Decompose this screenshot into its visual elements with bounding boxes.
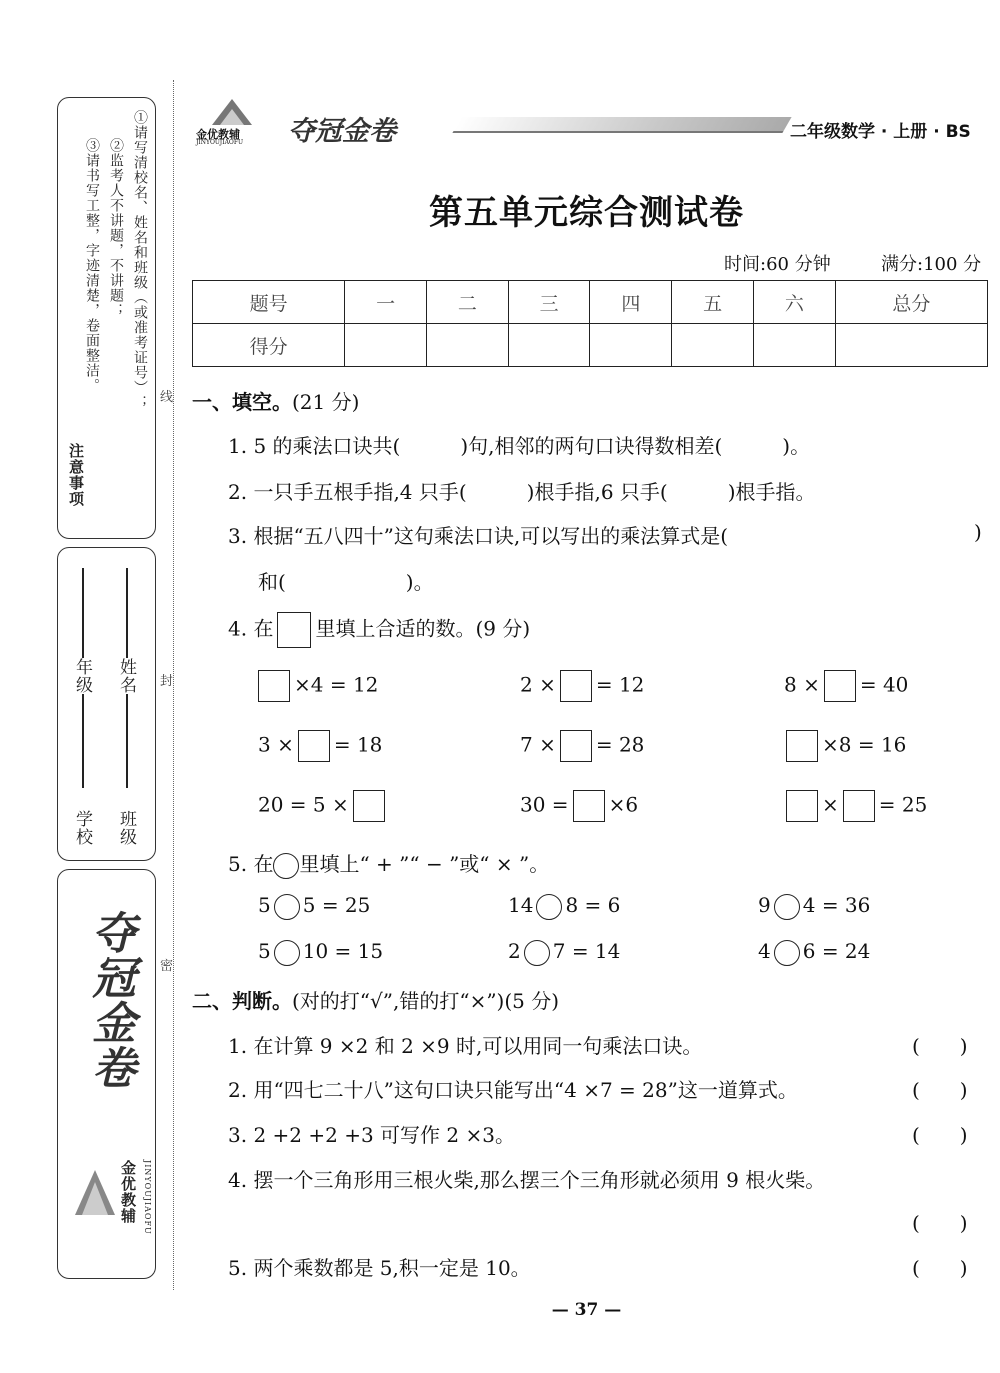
operator-circle[interactable] <box>536 894 562 920</box>
cut-mark-line: 线 <box>160 386 173 405</box>
s1-q4-post: 里填上合适的数。(9 分) <box>315 616 531 641</box>
judge-paren-3[interactable]: ( ) <box>912 1123 968 1147</box>
q4-c1-text: 20 = 5 × <box>258 792 349 817</box>
q4-c3 <box>786 790 927 822</box>
s1-q3-close: ) <box>974 520 982 544</box>
header-subject: 二年级数学 · 上册 · BS <box>790 122 971 142</box>
s1-q5 <box>228 848 549 879</box>
operator-circle[interactable] <box>774 894 800 920</box>
field-class: 班级 <box>116 810 136 846</box>
q5-a1-right: 5 = 25 <box>302 893 371 917</box>
score-cell-2: 二 <box>427 281 509 324</box>
q4-b2-pre: 7 × <box>520 732 556 757</box>
q5-b1 <box>258 939 383 966</box>
q4-a3-pre: 8 × <box>784 672 820 697</box>
section1-title: 一、填空。 <box>192 390 292 414</box>
q4-b2 <box>520 730 644 762</box>
judge-paren-1[interactable]: ( ) <box>912 1034 968 1058</box>
page-title: 第五单元综合测试卷 <box>429 193 744 233</box>
q4-c3-post: = 25 <box>878 792 928 817</box>
s2-item-4: 4. 摆一个三角形用三根火柴,那么摆三个三角形就必须用 9 根火柴。 <box>228 1168 826 1192</box>
s1-q3-b: 和( )。 <box>258 570 434 594</box>
score-row-label: 得分 <box>193 324 345 367</box>
answer-box[interactable] <box>560 670 592 702</box>
s2-item-1: 1. 在计算 9 ×2 和 2 ×9 时,可以用同一句乘法口诀。 <box>228 1034 703 1058</box>
q5-b3-left: 4 <box>758 939 771 963</box>
section1-heading <box>192 386 359 415</box>
exam-time: 时间:60 分钟 <box>724 254 831 275</box>
q4-b3-text: ×8 = 16 <box>822 732 907 757</box>
q4-a2 <box>520 670 644 702</box>
s2-item-2: 2. 用“四七二十八”这句口诀只能写出“4 ×7 = 28”这一道算式。 <box>228 1078 798 1102</box>
q4-a1 <box>258 670 378 702</box>
q5-a2 <box>508 893 620 920</box>
q4-b2-post: = 28 <box>595 732 645 757</box>
q4-a3-post: = 40 <box>859 672 909 697</box>
judge-paren-5[interactable]: ( ) <box>912 1256 968 1280</box>
operator-circle[interactable] <box>524 940 550 966</box>
student-info-box <box>57 547 156 861</box>
field-school: 学校 <box>72 810 92 846</box>
judge-paren-2[interactable]: ( ) <box>912 1078 968 1102</box>
score-table-score-row <box>193 324 988 367</box>
score-table <box>192 280 988 367</box>
s1-q5-pre: 5. 在 <box>228 852 274 876</box>
q5-b2-right: 7 = 14 <box>552 939 621 963</box>
score-cell-6: 六 <box>753 281 835 324</box>
header-brand: 夺冠金卷 <box>288 116 396 147</box>
field-name: 姓名 <box>116 658 136 694</box>
notes-line-2: ②监考人不讲题，不讲题； <box>108 138 124 318</box>
s1-q4-pre: 4. 在 <box>228 616 274 641</box>
operator-circle[interactable] <box>274 940 300 966</box>
q4-b1 <box>258 730 382 762</box>
s1-q2: 2. 一只手五根手指,4 只手( )根手指,6 只手( )根手指。 <box>228 480 816 504</box>
notes-label: 注意事项 <box>67 443 85 507</box>
score-cell-1: 一 <box>345 281 427 324</box>
answer-box[interactable] <box>560 730 592 762</box>
q5-a2-right: 8 = 6 <box>565 893 621 917</box>
q5-b1-right: 10 = 15 <box>302 939 384 963</box>
cut-mark-seal: 封 <box>160 670 173 689</box>
q4-c2-post: ×6 <box>608 792 639 817</box>
s1-q3-a: 3. 根据“五八四十”这句乘法口诀,可以写出的乘法算式是( <box>228 524 729 548</box>
q5-a2-left: 14 <box>508 893 534 917</box>
score-input-4[interactable] <box>590 324 672 367</box>
q5-b3 <box>758 939 870 966</box>
answer-box[interactable] <box>843 790 875 822</box>
score-cell-3: 三 <box>508 281 590 324</box>
q4-a3 <box>784 670 908 702</box>
score-input-3[interactable] <box>508 324 590 367</box>
operator-circle[interactable] <box>774 940 800 966</box>
s1-q1: 1. 5 的乘法口诀共( )句,相邻的两句口诀得数相差( )。 <box>228 434 811 458</box>
q4-b1-post: = 18 <box>333 732 383 757</box>
section2-heading <box>192 985 559 1014</box>
score-cell-label: 题号 <box>193 281 345 324</box>
cut-mark-secret: 密 <box>160 955 173 974</box>
answer-box[interactable] <box>786 790 818 822</box>
score-input-total[interactable] <box>835 324 987 367</box>
q5-a1 <box>258 893 370 920</box>
score-table-header-row <box>193 281 988 324</box>
notes-line-3: ③请书写工整，字迹清楚，卷面整洁。 <box>84 138 100 393</box>
score-cell-total: 总分 <box>835 281 987 324</box>
header-logo-cn: 金优教辅 <box>196 128 240 141</box>
book-logo-icon <box>210 97 254 127</box>
q5-a3-left: 9 <box>758 893 771 917</box>
score-cell-4: 四 <box>590 281 672 324</box>
answer-box[interactable] <box>573 790 605 822</box>
sidebar-book-logo-icon <box>70 1160 120 1220</box>
judge-paren-4[interactable]: ( ) <box>912 1211 968 1235</box>
cut-line <box>173 80 174 1290</box>
s2-item-3: 3. 2 +2 +2 +3 可写作 2 ×3。 <box>228 1123 515 1147</box>
field-grade: 年级 <box>72 658 92 694</box>
section2-title: 二、判断。 <box>192 989 292 1013</box>
score-input-6[interactable] <box>753 324 835 367</box>
full-score: 满分:100 分 <box>881 254 982 275</box>
brand-box <box>57 869 156 1279</box>
sidebar-logo-cn: 金优教辅 <box>119 1160 137 1224</box>
section2-instruction: (对的打“√”,错的打“×”)(5 分) <box>292 989 560 1013</box>
q5-a1-left: 5 <box>258 893 271 917</box>
answer-box-sample <box>277 612 311 648</box>
circle-sample <box>273 853 299 879</box>
answer-box[interactable] <box>353 790 385 822</box>
answer-box[interactable] <box>258 670 290 702</box>
page-number: — 37 — <box>551 1300 622 1320</box>
q5-a3-right: 4 = 36 <box>802 893 871 917</box>
q4-a1-text: ×4 = 12 <box>294 672 379 697</box>
q4-c2-pre: 30 = <box>520 792 569 817</box>
notes-line-1: ①请写清校名、姓名和班级（或准考证号）； <box>132 110 148 410</box>
q5-b1-left: 5 <box>258 939 271 963</box>
sidebar-logo-en: JINYOUJIAOFU <box>143 1160 152 1235</box>
score-cell-5: 五 <box>672 281 754 324</box>
q4-c2 <box>520 790 638 822</box>
q4-c3-mid: × <box>822 792 839 817</box>
q4-a2-post: = 12 <box>595 672 645 697</box>
score-input-5[interactable] <box>672 324 754 367</box>
s1-q5-post: 里填上“ + ”“ − ”或“ × ”。 <box>299 852 550 876</box>
q4-a2-pre: 2 × <box>520 672 556 697</box>
q4-b1-pre: 3 × <box>258 732 294 757</box>
answer-box[interactable] <box>786 730 818 762</box>
operator-circle[interactable] <box>274 894 300 920</box>
header-decor-bar <box>452 117 791 133</box>
q5-b3-right: 6 = 24 <box>802 939 871 963</box>
q5-b2-left: 2 <box>508 939 521 963</box>
notes-box <box>57 97 156 539</box>
section1-points: (21 分) <box>292 390 360 414</box>
s1-q4 <box>228 612 530 648</box>
answer-box[interactable] <box>824 670 856 702</box>
header-logo-en: JINYOUJIAOFU <box>196 139 244 146</box>
q4-c1 <box>258 790 389 822</box>
q5-a3 <box>758 893 870 920</box>
q4-b3 <box>786 730 906 762</box>
score-input-2[interactable] <box>427 324 509 367</box>
s2-item-5: 5. 两个乘数都是 5,积一定是 10。 <box>228 1256 531 1280</box>
score-input-1[interactable] <box>345 324 427 367</box>
q5-b2 <box>508 939 620 966</box>
sidebar-brand-title: 夺冠金卷 <box>84 910 135 1090</box>
answer-box[interactable] <box>298 730 330 762</box>
